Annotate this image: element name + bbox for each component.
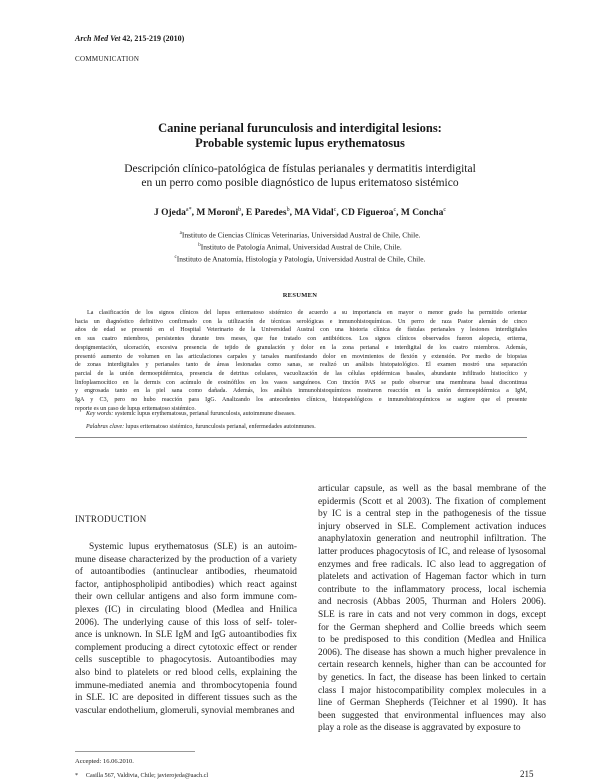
text-line: hacia un diagnóstico definitivo confirmado con la utilización de técnicas serológicas e inmunohistoquímicas. Un perro de raza Pastor alemán de cinco bbox=[75, 318, 527, 325]
text-line: latter produces phagocytosis of IC, and release of lysosomal bbox=[318, 546, 546, 557]
author-affiliation-mark: a* bbox=[185, 207, 192, 213]
affiliation-text: Instituto de Patología Animal, Universidad Austral de Chile, Chile. bbox=[200, 242, 402, 252]
introduction-heading: INTRODUCTION bbox=[75, 514, 147, 524]
affiliation-c bbox=[60, 252, 540, 265]
text-line: their own cellular antigens and also form immune com- bbox=[75, 592, 297, 603]
text-line: complement producing a direct cytotoxic effect or render bbox=[75, 642, 297, 653]
keywords-en-label: Key words: bbox=[86, 411, 114, 417]
author-name: MA Vidal bbox=[294, 208, 334, 219]
text-line: line of German Shepherds (Teichner et al 1990). It has bbox=[318, 698, 546, 709]
text-line: despigmentación, ulceración, excesiva presencia de tejido de granulación y dolor en la zona perianal e interdigital de los cuatro miembros. Además, bbox=[75, 344, 527, 351]
text-line: platelets and activation of Hageman factor which in turn bbox=[318, 572, 546, 583]
journal-name: Arch Med Vet bbox=[75, 34, 121, 43]
text-line: anaphylatoxin generation and neutrophil infiltration. The bbox=[318, 534, 546, 545]
text-line: by IC is a central step in the pathogenesis of the tissue bbox=[318, 509, 546, 520]
accepted-date: Accepted: 16.06.2010. bbox=[75, 758, 134, 765]
journal-volume: 42, 215-219 (2010) bbox=[122, 34, 185, 43]
correspondence-text: Casilla 567, Valdivia, Chile; javierojeda@uach.cl bbox=[85, 772, 209, 779]
text-line: play a role as the disease is aggravated by exposure to bbox=[318, 723, 521, 734]
text-line: been suggested that environmental influences may also bbox=[318, 710, 546, 721]
text-line: linfoplasmocítico en la dermis con acúmulo de eosinófilos en los vasos sanguíneos. Con tinción PAS se pudo observar una membrana basal discontinua bbox=[75, 379, 527, 386]
text-line: 2006). The underlying cause of this loss of self- toler- bbox=[75, 617, 297, 628]
text-line: ance is unknown. In SLE IgM and IgG autoantibodies fix bbox=[75, 630, 297, 641]
title-line-2: Probable systemic lupus erythematosus bbox=[195, 136, 405, 150]
keywords-divider bbox=[75, 437, 527, 438]
keywords-es-text: lupus eritematoso sistémico, furunculosis perianal, enfermedades autoinmunes. bbox=[125, 424, 316, 430]
affiliation-mark: a bbox=[179, 231, 182, 236]
author-affiliation-mark: c bbox=[443, 207, 447, 213]
spanish-title bbox=[60, 162, 540, 190]
author-name: J Ojeda bbox=[153, 208, 186, 219]
author-name: E Paredes bbox=[245, 208, 287, 219]
text-line: en sus cuatro miembros, persistentes durante tres meses, que fue tratado con antibióticos. Los signos clínicos observados fueron alopecia, eritema, bbox=[75, 336, 527, 343]
text-line: y engrosada tanto en la piel sana como dañada. Además, los análisis inmunohistoquímicos mostraron reacción en la unión dermoepidérmica a IgM, bbox=[75, 388, 527, 395]
author-affiliation-mark: c bbox=[393, 207, 397, 213]
text-line: and necrosis (Abbas 2005, Thurman and Holers 2006). bbox=[318, 597, 546, 608]
text-line: reporte es un caso de lupus eritematoso sistémico. bbox=[75, 405, 196, 412]
text-line: 2006). The disease has shown a much higher prevalence in bbox=[318, 647, 546, 658]
text-line: of autoantibodies (antinuclear antibodies, rheumatoid bbox=[75, 567, 297, 578]
author-name: CD Figueroa bbox=[341, 208, 394, 219]
author-affiliation-mark: b bbox=[286, 207, 290, 213]
text-line: for the German shepherd and Collie breeds which seem bbox=[318, 622, 546, 633]
text-line: presentó aumento de volumen en las articulaciones carpales y tarsales manifestando dolor en movimientos de flexión y extensión. Por medio de biopsias bbox=[75, 353, 527, 360]
affiliation-mark: b bbox=[198, 243, 201, 248]
text-line: SLE is rare in cats and not very common in dogs, except bbox=[318, 609, 546, 620]
author-affiliation-mark: c bbox=[333, 207, 337, 213]
spanish-title-line-2: en un perro como posible diagnóstico de lupus eritematoso sistémico bbox=[141, 177, 459, 189]
text-line: Systemic lupus erythematosus (SLE) is an autoim- bbox=[89, 542, 297, 552]
text-line: contribute to the inflammatory process, local ischemia bbox=[318, 584, 546, 595]
text-line: immune-mediated anemia and thrombocytopenia found bbox=[75, 680, 297, 691]
spanish-title-line-1: Descripción clínico-patológica de fístulas perianales y dermatitis interdigital bbox=[124, 163, 476, 175]
correspondence-note bbox=[75, 772, 208, 779]
title-line-1: Canine perianal furunculosis and interdigital lesions: bbox=[158, 121, 442, 135]
text-line: to be predisposed to this condition (Medlea and Hnilica bbox=[318, 635, 546, 646]
text-line: factor, antiphospholipid antibodies) which react against bbox=[75, 579, 297, 590]
affiliation-text: Instituto de Ciencias Clínicas Veterinarias, Universidad Austral de Chile, Chile. bbox=[181, 230, 421, 240]
text-line: La clasificación de los signos clínicos del lupus eritematoso sistémico de acuerdo a su importancia en mayor o menor grado ha permitido orientar bbox=[87, 310, 527, 316]
author-name: M Concha bbox=[400, 208, 444, 219]
text-line: in SLE. IC are deposited in different tissues such as the bbox=[75, 693, 297, 704]
keywords-es-label: Palabras clave: bbox=[86, 424, 125, 430]
text-line: de zonas interdigitales y perianales tanto de áreas lesionadas como sanas, se realizó un análisis histopatológico. El examen mostró una separación bbox=[75, 362, 527, 369]
journal-citation bbox=[75, 34, 184, 43]
text-line: injury observed in SLE. Complement activation induces bbox=[318, 521, 546, 532]
text-line: mune disease characterized by the production of a variety bbox=[75, 554, 297, 565]
affiliation-a bbox=[60, 228, 540, 241]
right-column-text bbox=[318, 483, 546, 735]
text-line: plexes (IC) in circulating blood (Medlea and Hnilica bbox=[75, 604, 297, 615]
page-number: 215 bbox=[520, 769, 534, 779]
text-line: certain research kennels, higher than can be accounted for bbox=[318, 660, 546, 671]
paper-title bbox=[60, 121, 540, 151]
text-line: años de edad se presentó en el Hospital Veterinario de la Universidad Austral con una historia clínica de fístulas perianales y lesiones interdigitales bbox=[75, 327, 527, 334]
keywords-en-text: systemic lupus erythematosus, perianal furunculosis, autoimmune diseases. bbox=[114, 411, 296, 417]
text-line: enzymes and free radicals. IC also lead to aggregation of bbox=[318, 559, 546, 570]
text-line: articular capsule, as well as the basal membrane of the bbox=[318, 484, 546, 494]
author-list: J Ojeda$^{a*}$, M Moroni$^b$, E Paredes$^b$, MA Vidal$^c$, CD Figueroa$^c$, M Concha$^c$ bbox=[153, 207, 447, 219]
text-line: also bind to platelets or red blood cells, explaining the bbox=[75, 667, 297, 678]
text-line: vascular endothelium, glomeruli, synovial membranes and bbox=[75, 705, 295, 716]
resumen-heading: RESUMEN bbox=[282, 292, 318, 299]
footnote-divider bbox=[75, 751, 195, 752]
text-line: by genetics. In fact, the disease has been linked to certain bbox=[318, 672, 546, 683]
affiliation-mark: c bbox=[174, 255, 177, 260]
text-line: epidermis (Scott et al 2003). The fixation of complement bbox=[318, 496, 546, 507]
keywords-en bbox=[86, 411, 526, 417]
author-name: M Moroni bbox=[196, 208, 239, 219]
text-line: parcial de la unión dermoepidérmica, presencia de detritus celulares, vacuolización de las células epidérmicas basales, abundante infiltrado histiocítico y bbox=[75, 370, 527, 377]
affiliation-b bbox=[60, 240, 540, 253]
left-column-text bbox=[75, 541, 297, 717]
section-label: COMMUNICATION bbox=[75, 55, 140, 63]
text-line: cells susceptible to phagocytosis. Autoantibodies may bbox=[75, 655, 297, 666]
author-affiliation-mark: b bbox=[238, 207, 242, 213]
correspondence-mark: * bbox=[75, 772, 79, 779]
affiliation-text: Instituto de Anatomía, Histología y Patología, Universidad Austral de Chile, Chile. bbox=[176, 254, 426, 264]
text-line: IgA y C3, pero no hubo reacción para IgG. Analizando los antecedentes clínicos, histopatológicos e inmunohistoquímicos se sugiere que el presente bbox=[75, 397, 527, 404]
text-line: class I major histocompatibility complex molecules in a bbox=[318, 685, 546, 696]
resumen-body bbox=[75, 309, 527, 413]
keywords-es bbox=[86, 424, 526, 430]
